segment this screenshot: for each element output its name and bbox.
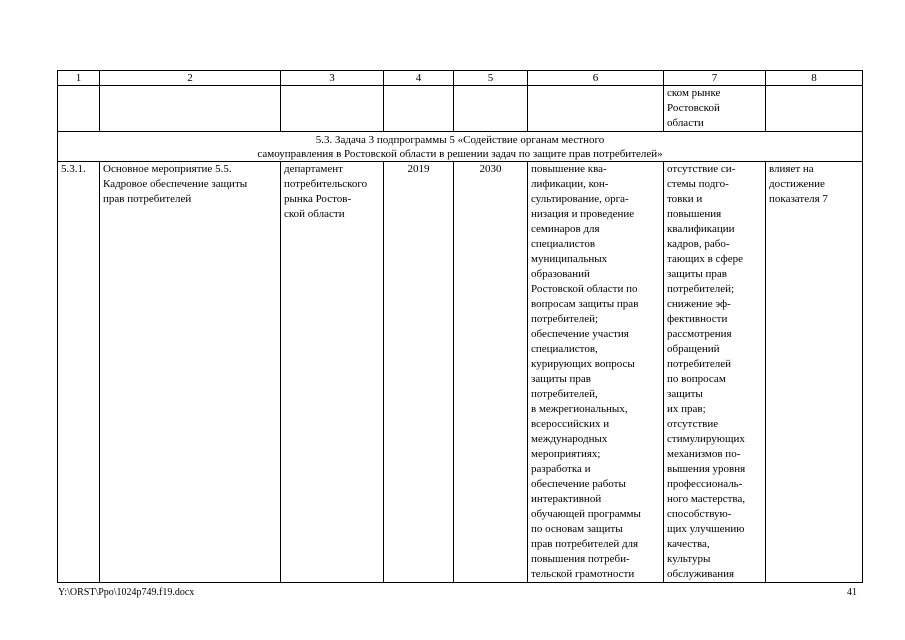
- text-line: обеспечение участия: [531, 328, 629, 340]
- text-line: вопросам защиты прав: [531, 298, 639, 310]
- text-line: стимулирующих: [667, 433, 745, 445]
- text-line: прав потребителей для: [531, 538, 639, 550]
- text-line: по вопросам: [667, 373, 726, 385]
- text-line: снижение эф-: [667, 298, 731, 310]
- text-line: отсутствие си-: [667, 163, 736, 175]
- measure-executor: [281, 162, 384, 583]
- measure-result-lines: [531, 162, 660, 582]
- text-line: сультирование, орга-: [531, 193, 629, 205]
- measure-consequences-lines: [667, 162, 762, 582]
- column-number-row: [58, 71, 863, 86]
- measure-name-lines: [103, 162, 277, 207]
- text-line: защиты прав: [531, 373, 591, 385]
- text-line: щих улучшению: [667, 523, 745, 535]
- text-line: тельской грамотности: [531, 568, 635, 580]
- text-line: обучающей программы: [531, 508, 641, 520]
- col-header-2: 2: [100, 71, 281, 86]
- section-heading-row: [58, 132, 863, 162]
- text-line: интерактивной: [531, 493, 602, 505]
- text-line: тающих в сфере: [667, 253, 744, 265]
- measure-number: 5.3.1.: [58, 162, 100, 583]
- text-line: отсутствие: [667, 418, 719, 430]
- cont-cell-4: [384, 86, 454, 132]
- section-title: [58, 132, 863, 162]
- text-line: ного мастерства,: [667, 493, 746, 505]
- col-header-3: 3: [281, 71, 384, 86]
- cont-cell-2: [100, 86, 281, 132]
- text-line: кадров, рабо-: [667, 238, 730, 250]
- text-line: достижение: [769, 178, 825, 190]
- measure-result: [528, 162, 664, 583]
- text-line: рынка Ростов-: [284, 193, 352, 205]
- text-line: потребительского: [284, 178, 368, 190]
- text-line: фективности: [667, 313, 728, 325]
- measure-name: [100, 162, 281, 583]
- text-line: Основное мероприятие 5.5.: [103, 163, 232, 175]
- text-line: Ростовской области по: [531, 283, 638, 295]
- cont-cell-7: [664, 86, 766, 132]
- text-line: международных: [531, 433, 608, 445]
- col-header-1: 1: [58, 71, 100, 86]
- measure-end-year: 2030: [454, 162, 528, 583]
- measures-table: [57, 70, 863, 583]
- section-title-line: самоуправления в Ростовской области в решении задач по защите прав потребителей»: [257, 148, 663, 160]
- section-title-line: 5.3. Задача 3 подпрограммы 5 «Содействие органам местного: [315, 134, 605, 146]
- text-line: обращений: [667, 343, 720, 355]
- text-line: обслуживания: [667, 568, 735, 580]
- cont-cell-5: [454, 86, 528, 132]
- text-line: образований: [531, 268, 590, 280]
- text-line: показателя 7: [769, 193, 828, 205]
- text-line: семинаров для: [531, 223, 600, 235]
- text-line: в межрегиональных,: [531, 403, 628, 415]
- text-line: лификации, кон-: [531, 178, 609, 190]
- text-line: потребителей: [667, 358, 731, 370]
- text-line: обеспечение работы: [531, 478, 626, 490]
- text-line: механизмов по-: [667, 448, 741, 460]
- text-line: стемы подго-: [667, 178, 729, 190]
- cont-cell-1: [58, 86, 100, 132]
- text-line: качества,: [667, 538, 710, 550]
- col-header-7: 7: [664, 71, 766, 86]
- text-line: всероссийских и: [531, 418, 610, 430]
- text-line: товки и: [667, 193, 703, 205]
- measure-row: [58, 162, 863, 583]
- text-line: департамент: [284, 163, 343, 175]
- measure-indicator-lines: [769, 162, 859, 207]
- footer-page-number: 41: [847, 587, 857, 598]
- text-line: профессиональ-: [667, 478, 743, 490]
- col-header-8: 8: [766, 71, 863, 86]
- cont-text-line: Ростовской: [667, 102, 720, 114]
- text-line: мероприятиях;: [531, 448, 601, 460]
- text-line: повышения: [667, 208, 722, 220]
- text-line: повышение ква-: [531, 163, 607, 175]
- measure-start-year: 2019: [384, 162, 454, 583]
- text-line: защиты прав: [667, 268, 727, 280]
- cont-cell-6: [528, 86, 664, 132]
- cont-text-line: области: [667, 117, 704, 129]
- col-header-6: 6: [528, 71, 664, 86]
- continuation-row: [58, 86, 863, 132]
- measure-indicator: [766, 162, 863, 583]
- text-line: низация и проведение: [531, 208, 635, 220]
- text-line: способствую-: [667, 508, 732, 520]
- text-line: повышения потреби-: [531, 553, 630, 565]
- measure-executor-lines: [284, 162, 380, 222]
- text-line: их прав;: [667, 403, 706, 415]
- col-header-4: 4: [384, 71, 454, 86]
- col-header-5: 5: [454, 71, 528, 86]
- cont-text-line: ском рынке: [667, 87, 721, 99]
- text-line: культуры: [667, 553, 711, 565]
- text-line: потребителей;: [667, 283, 735, 295]
- text-line: Кадровое обеспечение защиты: [103, 178, 248, 190]
- text-line: разработка и: [531, 463, 591, 475]
- text-line: квалификации: [667, 223, 735, 235]
- text-line: потребителей,: [531, 388, 598, 400]
- text-line: ской области: [284, 208, 345, 220]
- text-line: влияет на: [769, 163, 814, 175]
- text-line: муниципальных: [531, 253, 608, 265]
- text-line: прав потребителей: [103, 193, 192, 205]
- text-line: специалистов,: [531, 343, 598, 355]
- text-line: вышения уровня: [667, 463, 746, 475]
- text-line: защиты: [667, 388, 703, 400]
- cont-cell-8: [766, 86, 863, 132]
- text-line: рассмотрения: [667, 328, 732, 340]
- text-line: потребителей;: [531, 313, 599, 325]
- cont-cell-3: [281, 86, 384, 132]
- measure-consequences: [664, 162, 766, 583]
- text-line: курирующих вопросы: [531, 358, 635, 370]
- text-line: по основам защиты: [531, 523, 623, 535]
- text-line: специалистов: [531, 238, 596, 250]
- footer-file-path: Y:\ORST\Ppo\1024p749.f19.docx: [58, 587, 195, 598]
